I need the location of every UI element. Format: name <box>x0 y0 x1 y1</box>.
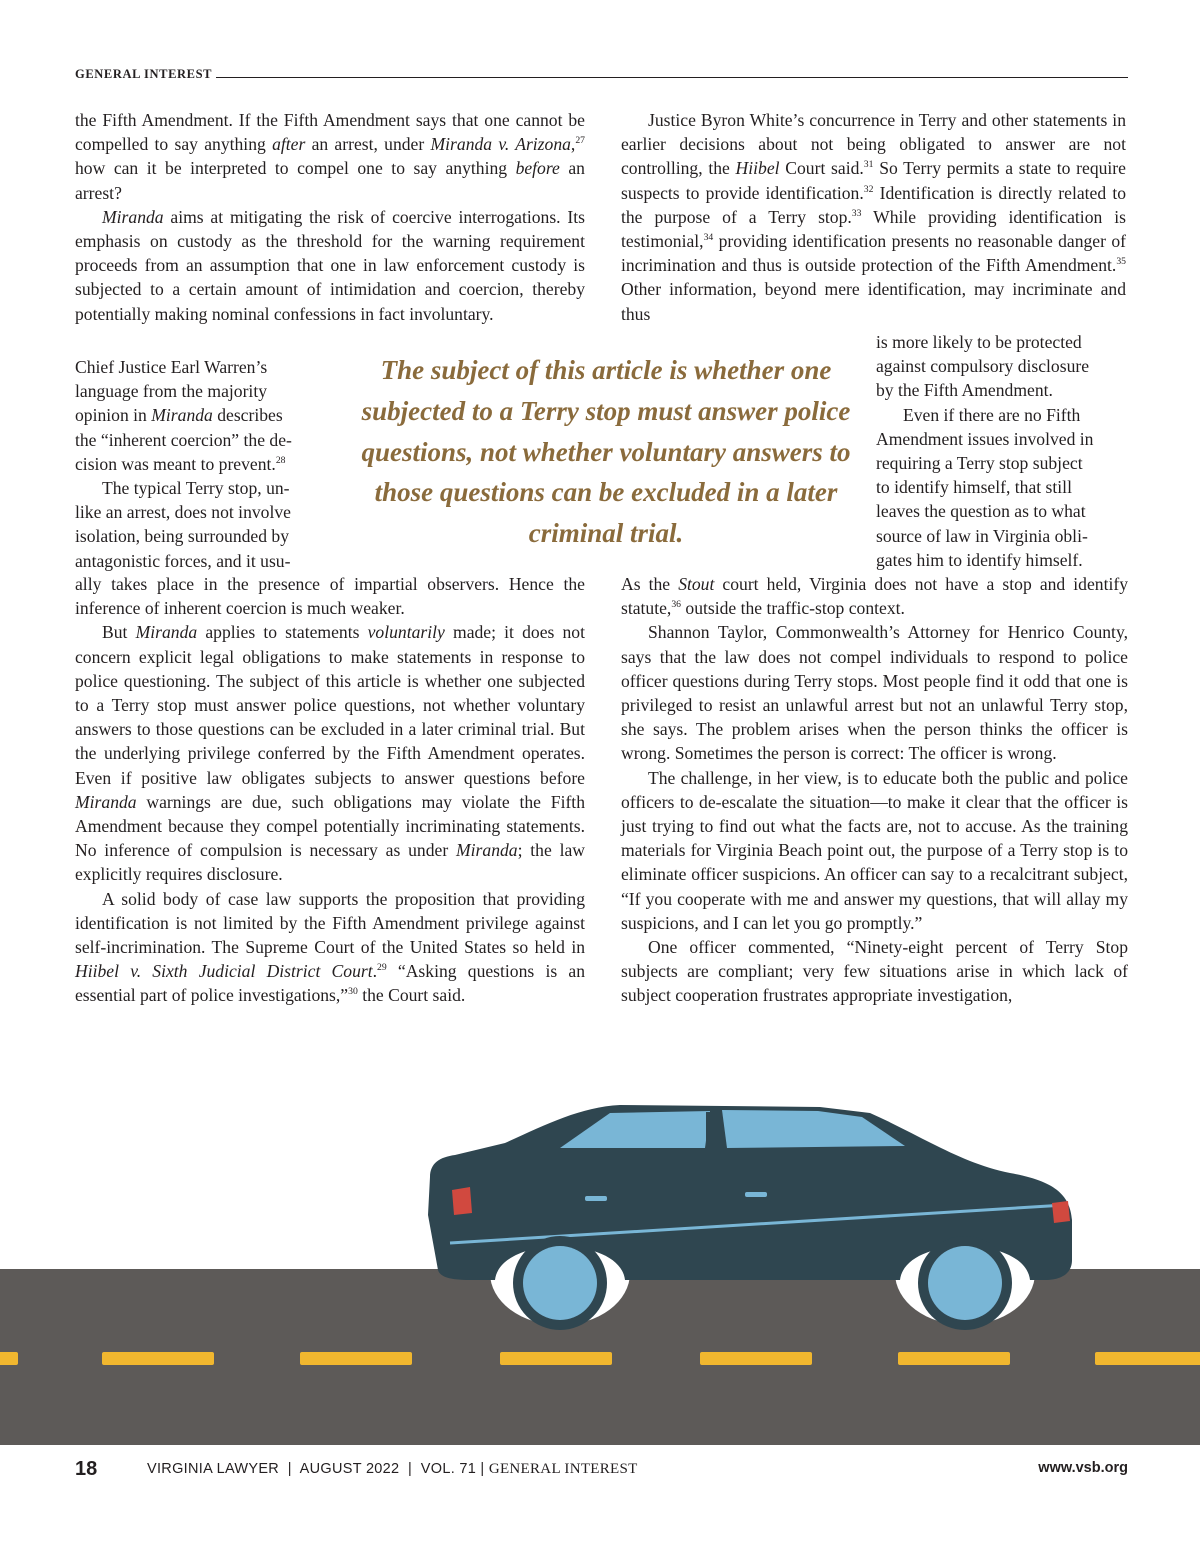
pull-quote: The subject of this article is whether one subjected to a Terry stop must answer police questions, not whether voluntary answers to those questions can be excluded in a later criminal trial. <box>361 355 851 549</box>
text-line: opinion in Miranda describes <box>75 405 283 426</box>
text-line: isolation, being surrounded by <box>75 526 290 547</box>
text-line: Chief Justice Earl Warren’s <box>75 357 268 377</box>
right-paragraph-1: Justice Byron White’s concurrence in Terry and other statements in earlier decisions about not being obligated to answer are not controlling, the Hiibel Court said.$^{31}$ So Terry permits a state to require suspects to provide identification.$^{32}$ Identification is directly related to the purpose of a Terry stop.$^{33}$ While providing identification is testimonial,$^{34}$ providing identification presents no reasonable danger of incrimination and thus is outside protection of the Fifth Amendment.$^{35}$ Other information, beyond mere identification, may incriminate and thus <box>621 110 1126 324</box>
text-line: source of law in Virginia obli- <box>876 525 1088 546</box>
text-line: like an arrest, does not involve <box>75 502 291 523</box>
running-header <box>75 60 1128 82</box>
right-narrow-block <box>876 330 1128 572</box>
text-line: against compulsory disclosure <box>876 356 1090 377</box>
right-paragraph-4: The challenge, in her view, is to educate both the public and police officers to de-escalate the situation—to make it clear that the officer is just trying to find out what the facts are, not to accuse. As the training materials for Virginia Beach point out, the purpose of a Terry stop is to eliminate officer suspicions. An officer can say to a recalcitrant subject, “If you cooperate with me and answer my questions, that will allay my suspicions, and I can let you go promptly.” <box>621 767 1128 933</box>
publication-info: VIRGINIA LAWYER | AUGUST 2022 | VOL. 71 | GENERAL INTEREST <box>147 1461 638 1477</box>
text-line: The typical Terry stop, un- <box>102 478 290 499</box>
right-paragraph-2: As the Stout court held, Virginia does not have a stop and identify statute,$^{36}$ outside the traffic-stop context. <box>621 574 1129 619</box>
header-rule <box>216 77 1128 78</box>
left-paragraph-1: the Fifth Amendment. If the Fifth Amendment says that one cannot be compelled to say anything after an arrest, under Miranda v. Arizona,$^{27}$ how can it be interpreted to compel one to say anything before an arrest? <box>75 110 585 203</box>
car-road-illustration <box>0 1095 1200 1475</box>
left-paragraph-2: Miranda aims at mitigating the risk of coercive interrogations. Its emphasis on custody as the threshold for the warning requirement proceeds from an assumption that one in law enforcement custody is subjected to a certain amount of intimidation and coercion, thereby potentially making nominal confessions in fact involuntary. <box>75 206 585 324</box>
website-link[interactable]: www.vsb.org <box>1038 1460 1128 1476</box>
text-line: by the Fifth Amendment. <box>876 380 1053 401</box>
left-paragraph-4: But Miranda applies to statements voluntarily made; it does not concern explicit legal obligations to make statements in response to police questioning. The subject of this article is whether one subjected to a Terry stop must answer police questions, not whether voluntary answers to those questions can be excluded in a later criminal trial. But the underlying privilege conferred by the Fifth Amendment operates. Even if positive law obligates subjects to answer questions before Miranda warnings are due, such obligations may violate the Fifth Amendment because they compel potentially incriminating statements. No inference of compulsion is necessary as under Miranda; the law explicitly requires disclosure. <box>75 622 585 885</box>
left-narrow-block <box>75 355 335 573</box>
text-line: Amendment issues involved in <box>876 428 1094 449</box>
text-line: language from the majority <box>75 381 268 402</box>
text-line: antagonistic forces, and it usu- <box>75 550 291 571</box>
page-footer <box>0 1452 1200 1492</box>
left-column <box>75 108 585 326</box>
text-line: Even if there are no Fifth <box>903 404 1081 425</box>
right-column-lower <box>621 572 1128 1008</box>
left-paragraph-3: ally takes place in the presence of impartial observers. Hence the inference of inherent coercion is much weaker. <box>75 574 585 619</box>
text-line: the “inherent coercion” the de- <box>75 429 292 450</box>
text-line: is more likely to be protected <box>876 332 1082 352</box>
right-paragraph-3: Shannon Taylor, Commonwealth’s Attorney for Henrico County, says that the law does not compel individuals to respond to police officer questions during Terry stops. Most people find it odd that one is privileged to resist an unlawful arrest but not an unlawful Terry stop, she says. The problem arises when the person thinks the officer is wrong. Sometimes the person is correct: The officer is wrong. <box>621 622 1128 764</box>
left-paragraph-5: A solid body of case law supports the proposition that providing identification is not limited by the Fifth Amendment privilege against self-incrimination. The Supreme Court of the United States so held in Hiibel v. Sixth Judicial District Court.$^{29}$ “Asking questions is an essential part of police investigations,”$^{30}$ the Court said. <box>75 888 586 1006</box>
section-label: GENERAL INTEREST <box>75 67 213 81</box>
page-number: 18 <box>75 1458 98 1480</box>
right-paragraph-5: One officer commented, “Ninety-eight percent of Terry Stop subjects are compliant; very few situations arise in which lack of subject cooperation frustrates appropriate investigation, <box>621 937 1128 1006</box>
text-line: cision was meant to prevent.$^{28}$ <box>75 453 286 474</box>
text-line: gates him to identify himself. <box>876 549 1083 570</box>
text-line: to identify himself, that still <box>876 477 1072 498</box>
text-line: leaves the question as to what <box>876 501 1086 522</box>
left-column-lower <box>75 572 585 1008</box>
right-column <box>621 108 1126 326</box>
text-line: requiring a Terry stop subject <box>876 453 1083 474</box>
